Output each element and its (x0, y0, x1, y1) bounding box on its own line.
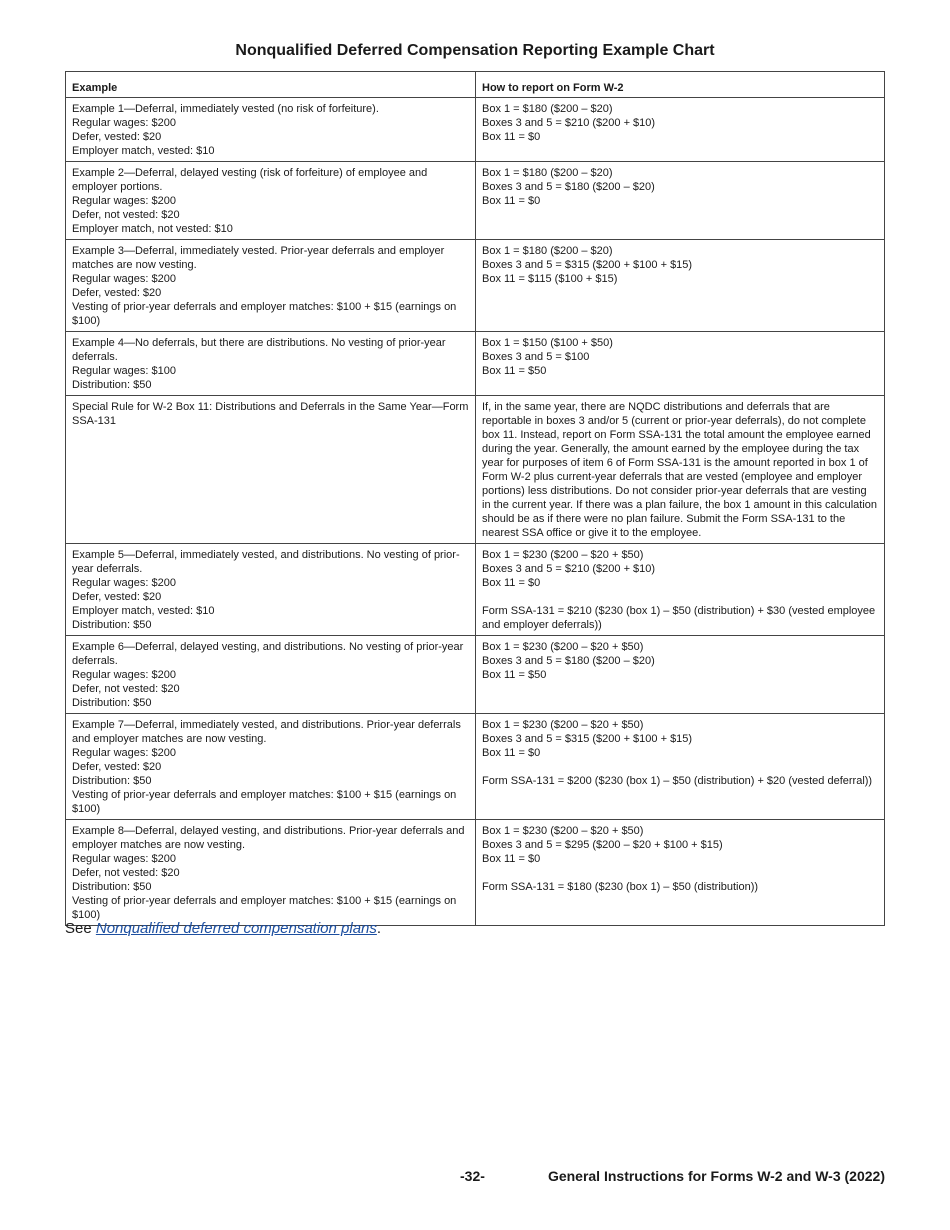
report-cell-line (482, 866, 878, 880)
example-cell (66, 240, 476, 332)
report-cell-line: Box 11 = $0 (482, 195, 541, 207)
table-row (66, 162, 885, 240)
report-cell-line: Box 11 = $0 (482, 747, 541, 759)
table-row (66, 636, 885, 714)
example-cell-line: Example 1—Deferral, immediately vested (no risk of forfeiture). (72, 103, 379, 115)
table-row (66, 396, 885, 544)
report-cell-line: Boxes 3 and 5 = $315 ($200 + $100 + $15) (482, 733, 693, 745)
report-cell-line (482, 760, 878, 774)
example-cell-line: Employer match, vested: $10 (72, 605, 215, 617)
example-cell-line: Example 3—Deferral, immediately vested. Prior-year deferrals and employer matches are now vesting. (72, 245, 445, 271)
report-cell-line: Boxes 3 and 5 = $210 ($200 + $10) (482, 117, 656, 129)
report-cell (476, 544, 885, 636)
report-cell (476, 98, 885, 162)
report-cell-line: Box 1 = $230 ($200 – $20 + $50) (482, 719, 644, 731)
example-cell-line: Employer match, not vested: $10 (72, 223, 233, 235)
table-row (66, 820, 885, 926)
table-row (66, 332, 885, 396)
example-cell-line: Example 4—No deferrals, but there are distributions. No vesting of prior-year deferrals. (72, 337, 446, 363)
example-cell-line: Vesting of prior-year deferrals and employer matches: $100 + $15 (earnings on $100) (72, 789, 457, 815)
example-cell-line: Defer, vested: $20 (72, 287, 162, 299)
example-cell-line: Example 6—Deferral, delayed vesting, and distributions. No vesting of prior-year deferrals. (72, 641, 464, 667)
table-row (66, 98, 885, 162)
example-cell-line: Vesting of prior-year deferrals and employer matches: $100 + $15 (earnings on $100) (72, 895, 457, 921)
report-cell-line (482, 590, 878, 604)
table-row (66, 240, 885, 332)
report-cell-line: Box 1 = $180 ($200 – $20) (482, 167, 613, 179)
report-cell-line: Box 1 = $150 ($100 + $50) (482, 337, 613, 349)
example-cell-line: Vesting of prior-year deferrals and employer matches: $100 + $15 (earnings on $100) (72, 301, 457, 327)
report-cell-line: Boxes 3 and 5 = $180 ($200 – $20) (482, 655, 655, 667)
report-cell (476, 714, 885, 820)
report-cell-line: Box 1 = $230 ($200 – $20 + $50) (482, 549, 644, 561)
example-cell-line: Regular wages: $200 (72, 669, 176, 681)
example-cell-line: Example 8—Deferral, delayed vesting, and distributions. Prior-year deferrals and employer matches are now vesting. (72, 825, 465, 851)
example-cell-line: Regular wages: $200 (72, 273, 176, 285)
example-cell-line: Distribution: $50 (72, 775, 152, 787)
example-cell-line: Regular wages: $200 (72, 747, 176, 759)
table-header-row (66, 72, 885, 98)
report-cell (476, 332, 885, 396)
page-title: Nonqualified Deferred Compensation Reporting Example Chart (235, 42, 715, 59)
example-cell (66, 98, 476, 162)
report-cell-line: Form SSA-131 = $210 ($230 (box 1) – $50 (distribution) + $30 (vested employee and employer deferrals)) (482, 605, 876, 631)
example-cell-line: Defer, not vested: $20 (72, 867, 180, 879)
see-reference (65, 920, 381, 937)
example-cell-line: Defer, not vested: $20 (72, 209, 180, 221)
example-cell-line: Distribution: $50 (72, 379, 152, 391)
report-cell-line: Box 11 = $0 (482, 131, 541, 143)
example-cell-line: Example 2—Deferral, delayed vesting (risk of forfeiture) of employee and employer portions. (72, 167, 428, 193)
document-title: General Instructions for Forms W-2 and W-3 (2022) (547, 1168, 885, 1184)
report-cell-line: Form SSA-131 = $180 ($230 (box 1) – $50 (distribution)) (482, 881, 759, 893)
report-cell-line: Boxes 3 and 5 = $180 ($200 – $20) (482, 181, 655, 193)
column-header-report: How to report on Form W-2 (476, 72, 885, 98)
report-cell-line: Box 1 = $180 ($200 – $20) (482, 103, 613, 115)
example-cell-line: Defer, vested: $20 (72, 131, 162, 143)
nqdc-plans-link[interactable]: Nonqualified deferred compensation plans (95, 920, 377, 937)
example-cell (66, 636, 476, 714)
example-cell-line: Defer, vested: $20 (72, 761, 162, 773)
example-cell-line: Defer, vested: $20 (72, 591, 162, 603)
example-cell (66, 820, 476, 926)
example-cell-line: Regular wages: $200 (72, 117, 176, 129)
example-cell-line: Defer, not vested: $20 (72, 683, 180, 695)
report-cell-line: Box 1 = $230 ($200 – $20 + $50) (482, 641, 644, 653)
see-prefix: See (65, 920, 96, 937)
report-cell-line: Box 1 = $180 ($200 – $20) (482, 245, 613, 257)
report-cell-line: Boxes 3 and 5 = $315 ($200 + $100 + $15) (482, 259, 693, 271)
example-cell-line: Regular wages: $200 (72, 577, 176, 589)
example-cell-line: Regular wages: $100 (72, 365, 176, 377)
table-row (66, 544, 885, 636)
report-cell-line: If, in the same year, there are NQDC distributions and deferrals that are reportable in boxes 3 and/or 5 (current or prior-year deferrals), do not complete box 11. Instead, report on Form SSA-131 the total amount the employee earned during the year. Generally, the amount earned by the employee during the tax year for purposes of item 6 of Form SSA-131 is the amount reported in box 1 of Form W-2 plus current-year deferrals that are vested (employee and employer portions) less distributions. Do not consider prior-year deferrals that are vesting in the current year. If there was a plan failure, the box 1 amount in this calculation should be as if there were no plan failure. Submit the Form SSA-131 to the nearest SSA office or give it to the employee. (482, 401, 878, 539)
report-cell-line: Box 11 = $0 (482, 853, 541, 865)
report-cell (476, 240, 885, 332)
report-cell-line: Box 11 = $0 (482, 577, 541, 589)
report-cell-line: Form SSA-131 = $200 ($230 (box 1) – $50 (distribution) + $20 (vested deferral)) (482, 775, 873, 787)
report-cell-line: Boxes 3 and 5 = $100 (482, 351, 590, 363)
example-cell-line: Special Rule for W-2 Box 11: Distributions and Deferrals in the Same Year—Form SSA-131 (72, 401, 469, 427)
table-row (66, 714, 885, 820)
example-cell (66, 714, 476, 820)
nqdc-example-table (65, 71, 885, 926)
report-cell-line: Box 11 = $50 (482, 365, 547, 377)
example-cell-line: Example 7—Deferral, immediately vested, and distributions. Prior-year deferrals and employer matches are now vesting. (72, 719, 461, 745)
example-cell-line: Employer match, vested: $10 (72, 145, 215, 157)
example-cell (66, 162, 476, 240)
report-cell-line: Box 11 = $50 (482, 669, 547, 681)
example-cell-line: Distribution: $50 (72, 619, 152, 631)
example-cell (66, 544, 476, 636)
report-cell-line: Boxes 3 and 5 = $295 ($200 – $20 + $100 + $15) (482, 839, 723, 851)
example-cell-line: Regular wages: $200 (72, 195, 176, 207)
report-cell (476, 636, 885, 714)
example-cell-line: Distribution: $50 (72, 881, 152, 893)
example-cell (66, 396, 476, 544)
example-cell-line: Example 5—Deferral, immediately vested, and distributions. No vesting of prior-year deferrals. (72, 549, 460, 575)
column-header-example: Example (66, 72, 476, 98)
example-cell (66, 332, 476, 396)
page-number: -32- (460, 1168, 485, 1184)
report-cell (476, 820, 885, 926)
report-cell (476, 162, 885, 240)
report-cell-line: Box 11 = $115 ($100 + $15) (482, 273, 618, 285)
example-cell-line: Regular wages: $200 (72, 853, 176, 865)
table-body (66, 98, 885, 926)
report-cell-line: Box 1 = $230 ($200 – $20 + $50) (482, 825, 644, 837)
example-cell-line: Distribution: $50 (72, 697, 152, 709)
report-cell (476, 396, 885, 544)
see-suffix: . (376, 920, 382, 937)
report-cell-line: Boxes 3 and 5 = $210 ($200 + $10) (482, 563, 656, 575)
